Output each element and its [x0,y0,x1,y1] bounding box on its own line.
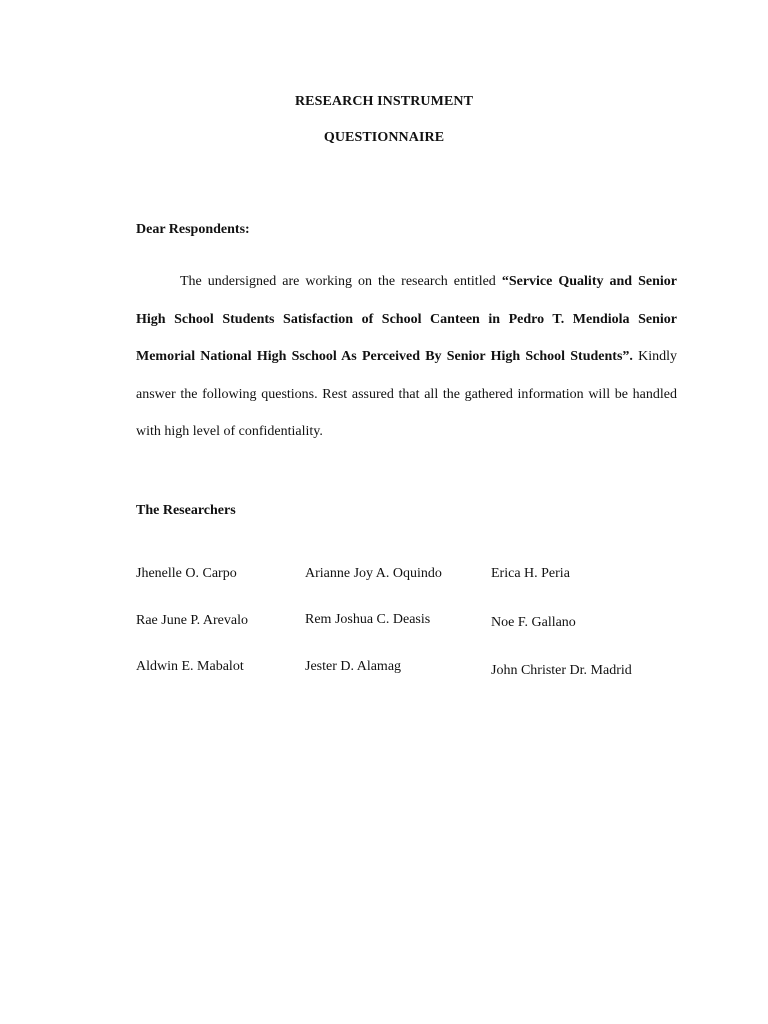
salutation: Dear Respondents: [136,222,250,237]
document-subtitle: QUESTIONNAIRE [323,130,445,145]
researcher-name: Arianne Joy A. Oquindo [305,566,442,581]
research-title: “Service Quality and Senior High School Students Satisfaction of School Canteen in Pedro T. Mendiola Senior Memorial National High Sschool As Perceived By Senior High School Students”. [136,274,677,364]
document-title: RESEARCH INSTRUMENT [294,94,474,109]
researchers-heading: The Researchers [136,503,236,518]
researcher-name: Rae June P. Arevalo [136,613,248,628]
paragraph-intro: The undersigned are working on the research entitled [180,274,502,289]
researcher-name: Aldwin E. Mabalot [136,659,244,674]
researcher-name: Jhenelle O. Carpo [136,566,237,581]
researcher-name: Erica H. Peria [491,566,570,581]
researcher-name: Jester D. Alamag [305,659,402,674]
researcher-name: Noe F. Gallano [491,615,576,630]
paragraph-closing: Kindly answer the following questions. Rest assured that all the gathered information will be handled with high level of confidentiality. [136,349,677,439]
researcher-name: Rem Joshua C. Deasis [305,612,431,627]
researcher-name: John Christer Dr. Madrid [491,663,632,678]
intro-paragraph [136,263,677,451]
